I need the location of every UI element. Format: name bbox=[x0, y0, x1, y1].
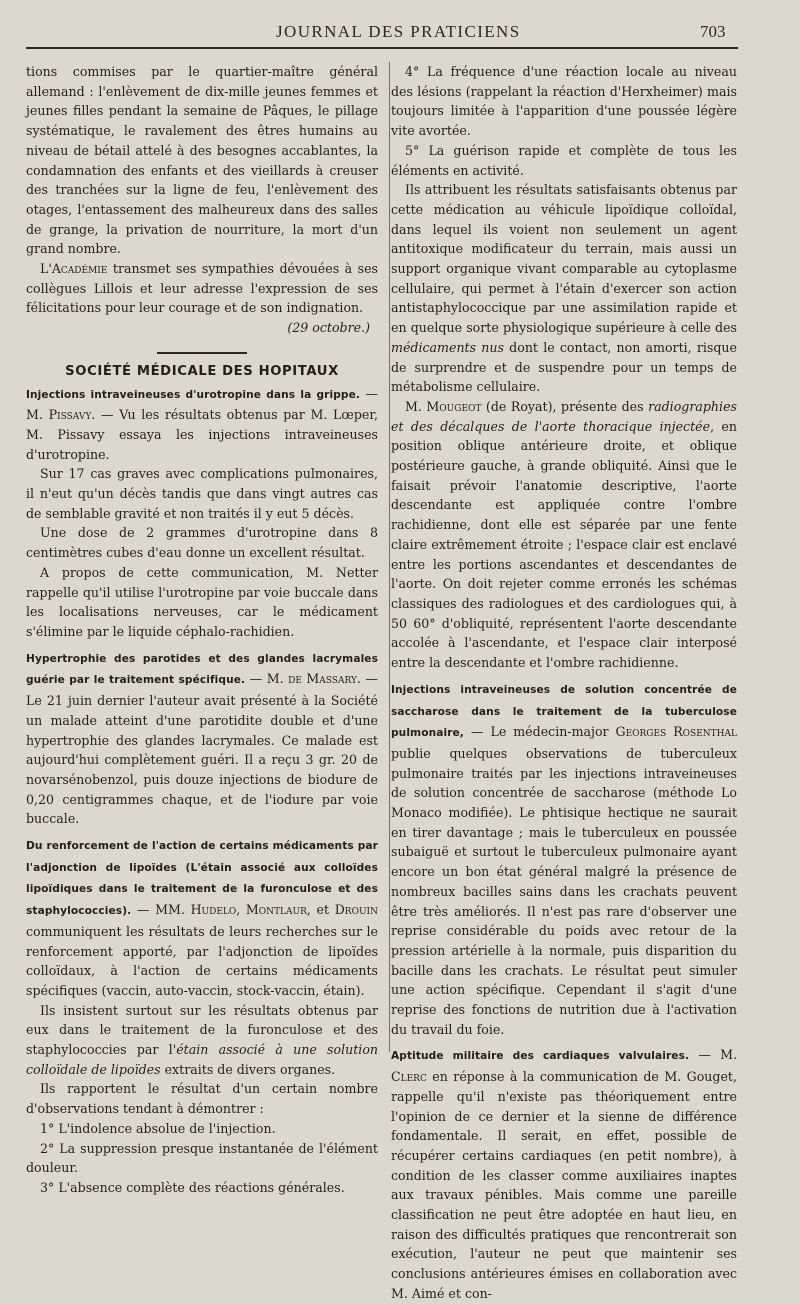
article-text: . — Le 21 juin dernier l'auteur avait présenté à la Société un malade atteint d'une parotidite double et d'une hypertrophie des glandes lacrymales. Ce malade est aujourd'hui complètement guéri. Il a reçu 3 gr. 20 de novarsénobenzol, puis douze injections de biodure de 0,20 centigrammes chaque, et de l'iodure par voie buccale. bbox=[26, 671, 378, 827]
article-saccharose bbox=[391, 679, 737, 1040]
paragraph: Ils rapportent le résultat d'un certain nombre d'observations tendant à démontrer : bbox=[26, 1081, 378, 1117]
author-prefix: — M. bbox=[26, 385, 378, 423]
article-heading: Du renforcement de l'action de certains médicaments par l'adjonction de lipoïdes (L'étain associé aux colloïdes lipoïdiques dans le traitement de la furonculose et des staphylococcies). bbox=[26, 840, 378, 918]
article-lipoides bbox=[26, 835, 378, 1001]
article-text: . — Vu les résultats obtenus par M. Lœper, M. Pissavy essaya les injections intraveineuses d'urotropine. bbox=[26, 407, 379, 462]
italic-run: radiographies et des décalques de l'aorte thoracique injectée bbox=[391, 398, 737, 434]
academie-text: transmet ses sympathies dévouées à ses collègues Lillois et leur adresse l'expression de ses félicitations pour leur courage et de son indignation. bbox=[26, 261, 378, 316]
text-run: M. bbox=[405, 398, 427, 414]
journal-title: JOURNAL DES PRATICIENS bbox=[276, 22, 521, 41]
paragraph: Une dose de 2 grammes d'urotropine dans 8 centimètres cubes d'eau donne un excellent résultat. bbox=[26, 525, 378, 561]
paragraph-mougeot bbox=[391, 397, 737, 673]
text-run: Ils insistent surtout sur les résultats obtenus par eux dans le traitement de la furonculose et des staphylococcies par l' bbox=[26, 1002, 378, 1058]
paragraph bbox=[26, 1001, 378, 1080]
author-name: de Massary bbox=[288, 671, 357, 687]
italic-run: médicaments nus bbox=[391, 339, 504, 355]
article-heading: Injections intraveineuses d'urotropine dans la grippe. bbox=[26, 388, 361, 401]
page-number: 703 bbox=[700, 22, 726, 41]
article-text: communiquent les résultats de leurs recherches sur le renforcement apporté, par l'adjonction de lipoïdes colloïdaux, à l'action de certains médicaments spécifiques (vaccin, auto-vaccin, stock-vaccin, étain). bbox=[26, 923, 378, 998]
text-run: , en position oblique antérieure droite, et oblique postérieure gauche, à grande obliquité. Ainsi que le faisait prévoir l'anatomie descriptive, l'aorte descendante est appliquée contre l'ombre rachidienne, dont elle est séparée par une fente claire extrêmement étroite ; l'espace clair est enclavé entre les portions ascendantes et descendantes de l'aorte. On doit rejeter comme erronés les schémas classiques des radiologues et des cardiologues qui, à 50 60° d'obliquité, représentent l'aorte descendante accolée à l'ascendante, et l'espace clair interposé entre la descendante et l'ombre rachidienne. bbox=[391, 418, 738, 671]
paragraph: A propos de cette communication, M. Netter rappelle qu'il utilise l'urotropine par voie buccale dans les localisations nerveuses, car le médicament s'élimine par le liquide céphalo-rachidien. bbox=[26, 564, 378, 639]
author-joiner: , et bbox=[306, 902, 335, 918]
author-name: Georges Rosenthal bbox=[615, 724, 737, 740]
text-run: extraits de divers organes. bbox=[160, 1061, 336, 1077]
section-title: SOCIÉTÉ MÉDICALE DES HOPITAUX bbox=[65, 363, 339, 379]
italic-run: étain associé à une solution colloïdale de lipoïdes bbox=[26, 1042, 379, 1077]
text-run: dont le contact, non amorti, risque de surprendre et de suspendre pour un temps de métabolisme cellulaire. bbox=[391, 339, 737, 395]
author-name: Drouin bbox=[334, 902, 378, 918]
list-item: 5° La guérison rapide et complète de tous les éléments en activité. bbox=[391, 142, 737, 178]
article-heading: Hypertrophie des parotides et des glandes lacrymales guérie par le traitement spécifique. bbox=[26, 652, 378, 687]
left-column bbox=[26, 62, 378, 1198]
article-text: en réponse à la communication de M. Gouget, rappelle qu'il n'existe pas théoriquement entre l'opinion de ce dernier et la sienne de différence fondamentale. Il serait, en effet, possible de récupérer certains cardiaques (en petit nombre), à condition de les classer comme auxiliaires inaptes aux travaux pénibles. Mais comme une pareille classification ne peut être adoptée en haut lieu, en raison des difficultés pratiques que rencontrerait son exécution, l'auteur ne peut que maintenir ses conclusions antérieures émises en collaboration avec M. Aimé et con- bbox=[391, 1069, 737, 1301]
text-run: Ils attribuent les résultats satisfaisants obtenus par cette médication au véhicule lipoïdique colloïdal, dans lequel ils voient non seulement un agent antitoxique modificateur du terrain, mais aussi un support organique vivant comparable au cytoplasme cellulaire, qui permet à l'étain d'exercer son action antistaphylococcique par une assimilation rapide et en quelque sorte physiologique supérieure à celle des bbox=[391, 182, 737, 336]
paragraph bbox=[391, 180, 737, 397]
paragraph: Sur 17 cas graves avec complications pulmonaires, il n'eut qu'un décès tandis que dans vingt autres cas de semblable gravité et non traités il y eut 5 décès. bbox=[26, 466, 378, 521]
article-urotropine bbox=[26, 384, 378, 465]
author-prefix: — Le médecin-major bbox=[463, 724, 616, 740]
list-item: 3° L'absence complète des réactions générales. bbox=[40, 1179, 345, 1195]
author-prefix: — M. bbox=[689, 1047, 737, 1063]
paragraph-continuation: tions commises par le quartier-maître général allemand : l'enlèvement de dix-mille jeunes femmes et jeunes filles pendant la semaine de Pâques, le pillage systématique, le ravalement des êtres humains au niveau de bétail attelé à des besognes accablantes, la condamnation des enfants et des vieillards à creuser des tranchées sur la ligne de feu, l'enlèvement des otages, l'entassement des malheureux dans des salles de grange, la privation de nourriture, la mort d'un grand nombre. bbox=[26, 64, 378, 257]
text-run: (de Royat), présente des bbox=[481, 398, 649, 414]
article-heading: Aptitude militaire des cardiaques valvulaires. bbox=[391, 1050, 690, 1063]
author-name: Clerc bbox=[391, 1069, 427, 1085]
section-rule bbox=[157, 352, 247, 354]
academie-name: L'Académie bbox=[40, 261, 108, 277]
paragraph-academie bbox=[26, 259, 378, 318]
column-divider bbox=[389, 62, 390, 1052]
page-header bbox=[0, 0, 800, 48]
article-parotides bbox=[26, 648, 378, 829]
list-item: 4° La fréquence d'une réaction locale au niveau des lésions (rappelant la réaction d'Herxheimer) mais toujours limitée à l'apparition d'une poussée légère vite avortée. bbox=[391, 64, 737, 139]
right-column bbox=[391, 62, 737, 1304]
author-prefix: — MM. bbox=[131, 902, 191, 918]
list-item: 1° L'indolence absolue de l'injection. bbox=[40, 1120, 276, 1136]
list-item: 2° La suppression presque instantanée de l'élément douleur. bbox=[26, 1140, 378, 1176]
article-text: publie quelques observations de tuberculeux pulmonaire traités par les injections intraveineuses de solution concentrée de saccharose (méthode Lo Monaco modifiée). Le phtisique hectique ne saurait en tirer davantage ; mais le tuberculeux en poussée subaiguë et surtout le tuberculeux pulmonaire ayant encore un bon état général malgré la présence de nombreux bacilles sains dans les crachats peuvent être très améliorés. Il n'est pas rare d'observer une reprise considérable du poids avec retour de la pression artérielle à la normale, puis disparition du bacille dans les crachats. Le résultat peut simuler une action spécifique. Cependant il s'agit d'une reprise des fonctions de nutrition due à l'activation du travail du foie. bbox=[391, 745, 737, 1037]
author-names: Hudelo, Montlaur bbox=[190, 902, 307, 918]
article-aptitude bbox=[391, 1045, 737, 1303]
author-name: Mougeot bbox=[426, 398, 482, 414]
date-line: (29 octobre.) bbox=[287, 320, 370, 336]
author-prefix: — M. bbox=[245, 671, 289, 687]
author-name: Pissavy bbox=[48, 407, 92, 423]
header-rule bbox=[26, 47, 738, 49]
article-heading: Injections intraveineuses de solution concentrée de saccharose dans le traitement de la tuberculose pulmonaire, bbox=[391, 683, 737, 740]
